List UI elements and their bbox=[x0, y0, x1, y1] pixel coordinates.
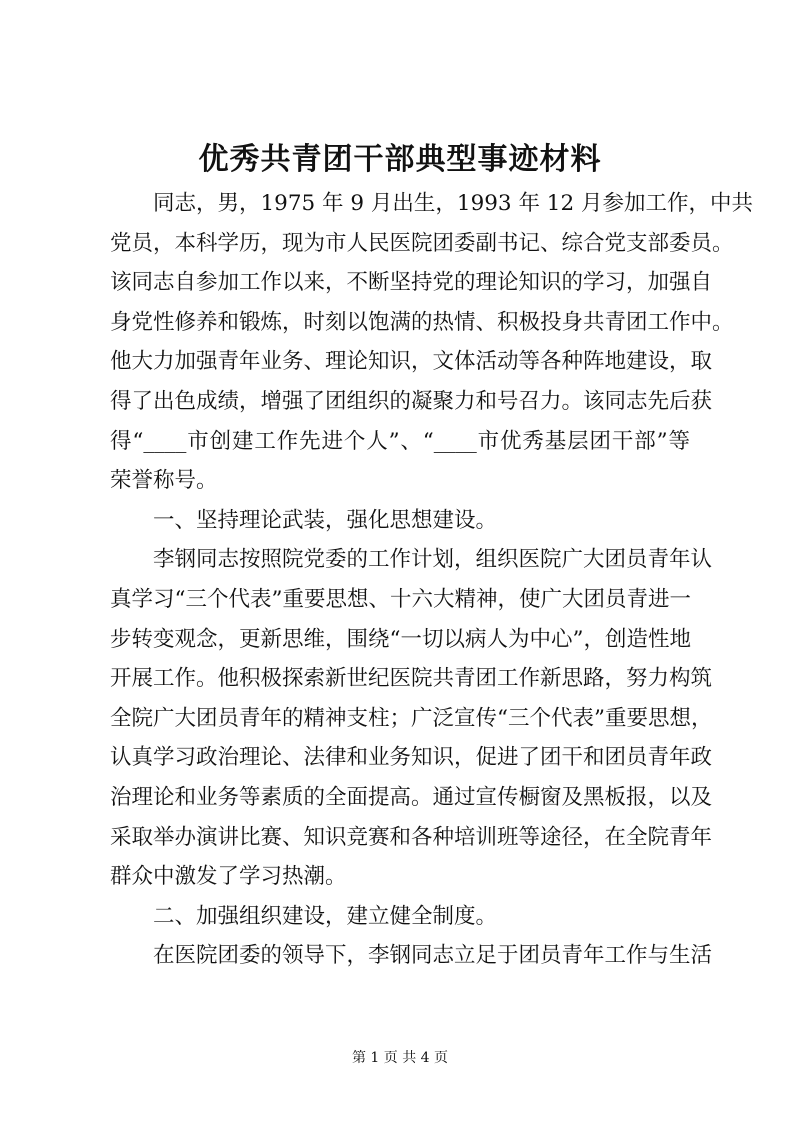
document-title: 优秀共青团干部典型事迹材料 bbox=[198, 142, 602, 177]
body-line: 真学习“三个代表”重要思想、十六大精神，使广大团员青进一 bbox=[110, 586, 691, 612]
body-line: 全院广大团员青年的精神支柱；广泛宣传“三个代表”重要思想， bbox=[110, 705, 713, 731]
body-line: 群众中激发了学习热潮。 bbox=[110, 864, 347, 890]
body-line: 得“____市创建工作先进个人”、“____市优秀基层团干部”等 bbox=[110, 428, 690, 454]
body-line: 得了出色成绩，增强了团组织的凝聚力和号召力。该同志先后获 bbox=[110, 388, 713, 414]
body-line: 党员，本科学历，现为市人民医院团委副书记、综合党支部委员。 bbox=[110, 230, 734, 256]
body-line: 认真学习政治理论、法律和业务知识，促进了团干和团员青年政 bbox=[110, 745, 713, 771]
document-body bbox=[110, 184, 753, 976]
section-heading: 一、坚持理论武装，强化思想建设。 bbox=[110, 507, 498, 533]
body-line: 同志，男，1975 年 9 月出生，1993 年 12 月参加工作，中共 bbox=[110, 191, 753, 216]
body-line: 他大力加强青年业务、理论知识，文体活动等各种阵地建设，取 bbox=[110, 349, 713, 375]
body-line: 身党性修养和锻炼，时刻以饱满的热情、积极投身共青团工作中。 bbox=[110, 309, 734, 335]
body-line: 在医院团委的领导下，李钢同志立足于团员青年工作与生活 bbox=[110, 943, 713, 969]
body-line: 李钢同志按照院党委的工作计划，组织医院广大团员青年认 bbox=[110, 547, 713, 573]
body-line: 步转变观念，更新思维，围绕“一切以病人为中心”，创造性地 bbox=[110, 626, 691, 652]
body-line: 采取举办演讲比赛、知识竞赛和各种培训班等途径，在全院青年 bbox=[110, 824, 713, 850]
body-line: 荣誉称号。 bbox=[110, 468, 218, 494]
section-heading: 二、加强组织建设，建立健全制度。 bbox=[110, 903, 498, 929]
body-line: 开展工作。他积极探索新世纪医院共青团工作新思路，努力构筑 bbox=[110, 666, 713, 692]
body-line: 该同志自参加工作以来，不断坚持党的理论知识的学习，加强自 bbox=[110, 270, 713, 296]
body-line: 治理论和业务等素质的全面提高。通过宣传橱窗及黑板报，以及 bbox=[110, 784, 713, 810]
page-footer: 第 1 页 共 4 页 bbox=[351, 1050, 449, 1066]
